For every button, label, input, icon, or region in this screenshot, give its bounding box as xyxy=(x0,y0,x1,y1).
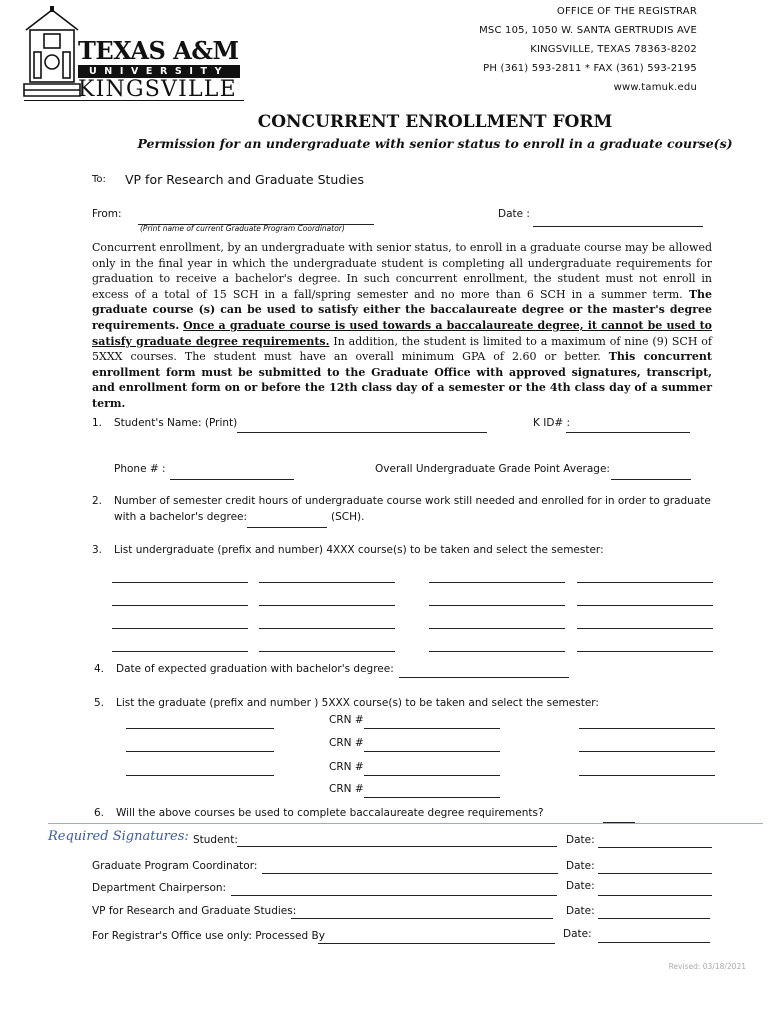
undergrad-course-field[interactable] xyxy=(112,566,248,583)
student-signature-label: Student: xyxy=(193,834,238,846)
date-label: Date: xyxy=(566,860,595,872)
undergrad-course-field[interactable] xyxy=(112,612,248,629)
vp-signature-field[interactable] xyxy=(291,902,553,919)
crn-label: CRN # xyxy=(329,783,364,795)
phone-field[interactable] xyxy=(170,463,294,480)
registrar-processed-field[interactable] xyxy=(318,927,555,944)
from-field[interactable] xyxy=(138,208,374,225)
from-label: From: xyxy=(92,208,122,220)
required-signatures-heading: Required Signatures: xyxy=(48,829,189,844)
date-label: Date: xyxy=(563,928,592,940)
grad-semester-field[interactable] xyxy=(579,735,715,752)
item-number: 3. xyxy=(92,544,103,556)
undergrad-semester-field[interactable] xyxy=(577,566,713,583)
address-line: PH (361) 593-2811 * FAX (361) 593-2195 xyxy=(483,63,697,74)
item-number: 1. xyxy=(92,417,103,429)
registrar-processed-label: For Registrar's Office use only: Processed By xyxy=(92,930,325,942)
policy-paragraph xyxy=(92,240,712,412)
from-date-field[interactable] xyxy=(533,210,703,227)
undergrad-semester-field[interactable] xyxy=(259,635,395,652)
address-line: OFFICE OF THE REGISTRAR xyxy=(556,6,697,17)
undergrad-course-field[interactable] xyxy=(429,566,565,583)
grad-course-field[interactable] xyxy=(126,712,274,729)
baccalaureate-field[interactable] xyxy=(603,806,635,823)
logo-line-2: UNIVERSITY xyxy=(88,66,230,77)
item-number: 2. xyxy=(92,495,103,507)
website-link[interactable]: www.tamuk.edu xyxy=(613,82,697,93)
policy-bold-2: This concurrent enrollment form must be submitted to the Graduate Office with approved signatures, transcript, and enrollment form on or before the 12th class day of a semester or the 4th class day of a summer term. xyxy=(92,350,712,410)
undergrad-course-field[interactable] xyxy=(429,589,565,606)
undergrad-semester-field[interactable] xyxy=(577,635,713,652)
credit-hours-field[interactable] xyxy=(247,511,327,528)
crn-label: CRN # xyxy=(329,737,364,749)
policy-bold-1: The graduate course (s) can be used to satisfy either the baccalaureate degree or the master's degree requirements. xyxy=(92,287,712,332)
coordinator-signature-date[interactable] xyxy=(598,857,712,874)
coordinator-signature-label: Graduate Program Coordinator: xyxy=(92,860,258,872)
signature-divider xyxy=(48,823,763,824)
student-name-label: Student's Name: (Print) xyxy=(114,417,238,429)
vp-signature-label: VP for Research and Graduate Studies: xyxy=(92,905,297,917)
credit-hours-label: Number of semester credit hours of undergraduate course work still needed and enrolled for in order to graduate xyxy=(114,495,711,507)
to-label: To: xyxy=(92,174,106,185)
student-signature-field[interactable] xyxy=(237,830,557,847)
grad-course-field[interactable] xyxy=(126,735,274,752)
undergrad-course-field[interactable] xyxy=(429,635,565,652)
grad-course-field[interactable] xyxy=(126,759,274,776)
student-signature-date[interactable] xyxy=(598,831,712,848)
logo-underline xyxy=(24,100,244,101)
chair-signature-field[interactable] xyxy=(231,879,557,896)
logo-line-3: KINGSVILLE xyxy=(78,77,237,102)
undergrad-course-field[interactable] xyxy=(429,612,565,629)
undergrad-semester-field[interactable] xyxy=(259,612,395,629)
crn-field[interactable] xyxy=(364,712,500,729)
baccalaureate-label: Will the above courses be used to complete baccalaureate degree requirements? xyxy=(116,807,544,819)
form-subtitle: Permission for an undergraduate with senior status to enroll in a graduate course(s) xyxy=(137,136,733,151)
vp-signature-date[interactable] xyxy=(598,902,710,919)
kid-field[interactable] xyxy=(566,416,690,433)
crn-label: CRN # xyxy=(329,714,364,726)
date-label: Date: xyxy=(566,905,595,917)
graduation-date-field[interactable] xyxy=(399,661,569,678)
form-title: CONCURRENT ENROLLMENT FORM xyxy=(257,112,613,132)
date-label: Date : xyxy=(498,208,530,220)
chair-signature-date[interactable] xyxy=(598,879,712,896)
gpa-label: Overall Undergraduate Grade Point Average: xyxy=(375,463,610,475)
university-logo xyxy=(20,6,245,102)
date-label: Date: xyxy=(566,880,595,892)
undergrad-course-field[interactable] xyxy=(112,635,248,652)
credit-hours-label-2: with a bachelor's degree: xyxy=(114,511,248,523)
policy-text-2: In addition, the student is limited to a maximum of nine (9) SCH of 5XXX courses. The student must have an overall minimum GPA of 2.60 or better. xyxy=(92,334,713,364)
crn-field[interactable] xyxy=(364,735,500,752)
grad-courses-label: List the graduate (prefix and number ) 5XXX course(s) to be taken and select the semester: xyxy=(116,697,599,709)
date-label: Date: xyxy=(566,834,595,846)
address-line: MSC 105, 1050 W. SANTA GERTRUDIS AVE xyxy=(479,25,697,36)
undergrad-semester-field[interactable] xyxy=(577,612,713,629)
undergrad-semester-field[interactable] xyxy=(259,566,395,583)
undergrad-semester-field[interactable] xyxy=(577,589,713,606)
crn-field[interactable] xyxy=(364,781,500,798)
logo-building-icon xyxy=(22,6,82,98)
crn-label: CRN # xyxy=(329,761,364,773)
item-number: 6. xyxy=(94,807,105,819)
undergrad-semester-field[interactable] xyxy=(259,589,395,606)
phone-label: Phone # : xyxy=(114,463,166,475)
coordinator-signature-field[interactable] xyxy=(262,857,558,874)
registrar-processed-date[interactable] xyxy=(598,926,710,943)
crn-field[interactable] xyxy=(364,759,500,776)
graduation-date-label: Date of expected graduation with bachelor's degree: xyxy=(116,663,394,675)
undergrad-courses-label: List undergraduate (prefix and number) 4XXX course(s) to be taken and select the semester: xyxy=(114,544,604,556)
chair-signature-label: Department Chairperson: xyxy=(92,882,227,894)
grad-semester-field[interactable] xyxy=(579,712,715,729)
item-number: 4. xyxy=(94,663,105,675)
kid-label: K ID# : xyxy=(533,417,571,429)
policy-text: Concurrent enrollment, by an undergraduate with senior status, to enroll in a graduate course may be allowed only in the final year in which the undergraduate student is completing all undergraduate requirements for graduation to receive a bachelor's degree. In such concurrent enrollment, the student must not enroll in excess of a total of 15 SCH in a fall/spring semester and no more than 6 SCH in a summer term. xyxy=(92,241,712,301)
undergrad-course-field[interactable] xyxy=(112,589,248,606)
revision-date: Revised: 03/18/2021 xyxy=(668,962,746,971)
item-number: 5. xyxy=(94,697,105,709)
to-value: VP for Research and Graduate Studies xyxy=(125,172,364,187)
grad-semester-field[interactable] xyxy=(579,759,715,776)
student-name-field[interactable] xyxy=(237,416,487,433)
gpa-field[interactable] xyxy=(611,463,691,480)
address-line: KINGSVILLE, TEXAS 78363-8202 xyxy=(530,44,697,55)
sch-label: (SCH). xyxy=(331,511,365,523)
from-hint: (Print name of current Graduate Program Coordinator) xyxy=(140,224,345,233)
policy-underlined: Once a graduate course is used towards a baccalaureate degree, it cannot be used to satisfy graduate degree requirements. xyxy=(92,318,712,348)
logo-line-1: TEXAS A&M xyxy=(78,36,239,65)
